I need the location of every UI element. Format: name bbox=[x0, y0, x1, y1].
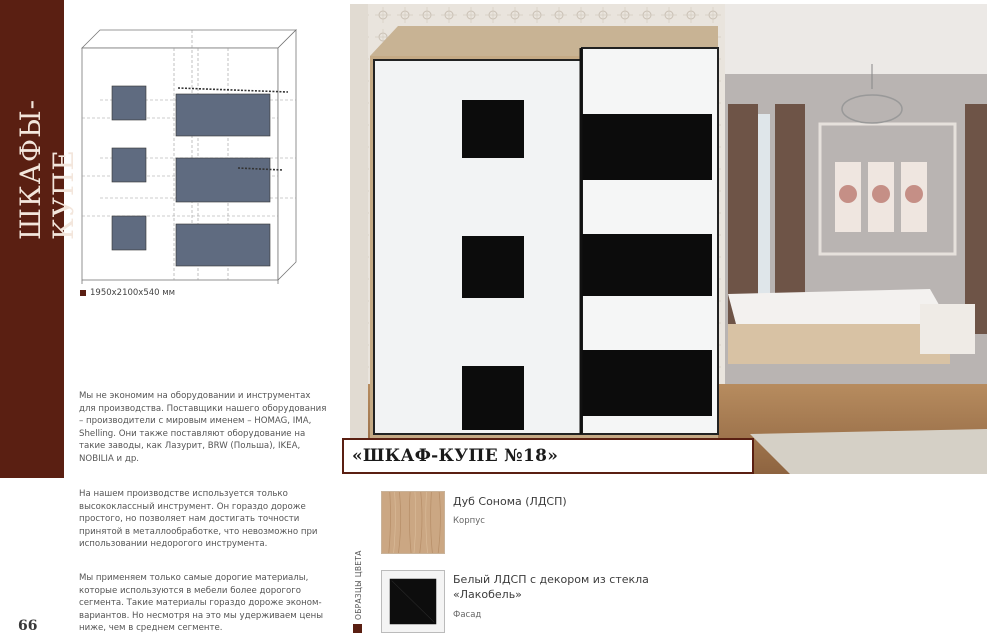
paragraph-materials: Мы применяем только самые дорогие материалы, которые используются в мебели более дорогого сегмента. Такие материалы гораздо дороже эконом-вариантов. Но несмотря на это мы удерживаем цены ниже, чем в среднем сегменте. bbox=[79, 573, 324, 634]
swatches-section-label: ОБРАЗЦЫ ЦВЕТА bbox=[354, 550, 363, 620]
swatch-oak-name: Дуб Сонома (ЛДСП) bbox=[453, 495, 567, 508]
door-glass-panel bbox=[462, 366, 524, 430]
oak-sonoma-swatch bbox=[381, 491, 445, 554]
bullet-square bbox=[80, 290, 86, 296]
door-glass-panel bbox=[582, 350, 712, 416]
schematic-panel bbox=[176, 158, 270, 202]
product-photo bbox=[350, 4, 987, 474]
schematic-panel bbox=[176, 94, 270, 136]
wardrobe-schematic bbox=[78, 26, 300, 284]
swatch-lacobel-part: Фасад bbox=[453, 610, 482, 620]
schematic-panel bbox=[112, 148, 146, 182]
swatch-oak-part: Корпус bbox=[453, 516, 485, 526]
door-glass-panel bbox=[582, 114, 712, 180]
product-title: «ШКАФ-КУПЕ №18» bbox=[352, 446, 559, 466]
dimensions-label bbox=[80, 288, 175, 298]
dimensions-text: 1950х2100х540 мм bbox=[90, 288, 176, 298]
schematic-panel bbox=[112, 216, 146, 250]
schematic-panel bbox=[112, 86, 146, 120]
door-glass-panel bbox=[462, 236, 524, 298]
paragraph-tools: На нашем производстве используется только высококлассный инструмент. Он гораздо дороже простого, но позволяет нам достигать точности принятой в металлообработке, что невозможно при использовании недорогого инструмента. bbox=[79, 489, 318, 550]
sidebar-title: ШКАФЫ-КУПЕ bbox=[14, 98, 80, 240]
paragraph-equipment: Мы не экономим на оборудовании и инструментах для производства. Поставщики нашего оборудования – производители с мировым именем – HOMAG, IMA, Shelling. Они также поставляют оборудование на такие заводы, как Лазурит, BRW (Польша), IKEA, NOBILIA и др. bbox=[79, 391, 327, 464]
white-lacobel-swatch bbox=[381, 570, 445, 633]
section-square-marker bbox=[353, 624, 362, 633]
page-number: 66 bbox=[18, 618, 38, 634]
schematic-panel bbox=[176, 224, 270, 266]
door-glass-panel bbox=[462, 100, 524, 158]
product-title-box bbox=[342, 438, 754, 474]
swatch-lacobel-name: Белый ЛДСП с декором из стекла «Лакобель» bbox=[453, 573, 649, 601]
door-glass-panel bbox=[582, 234, 712, 296]
sidebar-strip bbox=[0, 0, 80, 478]
